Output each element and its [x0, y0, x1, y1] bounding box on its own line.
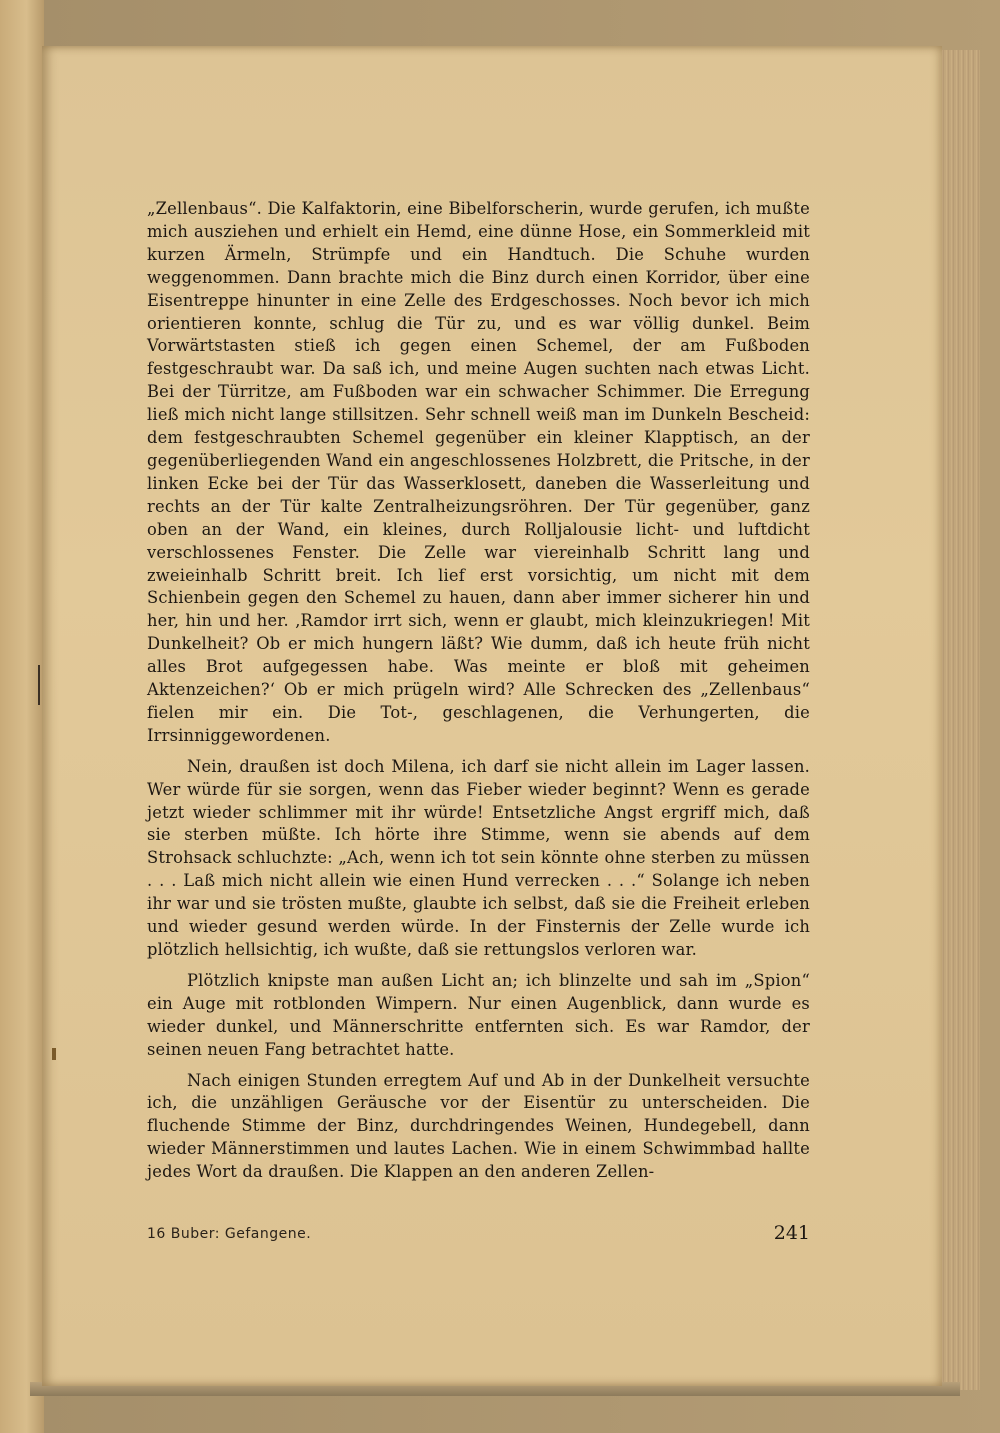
page-number: 241	[773, 1222, 810, 1244]
margin-mark	[52, 1048, 56, 1060]
margin-mark	[38, 665, 40, 705]
page-footer	[147, 1222, 810, 1246]
paragraph: Nein, draußen ist doch Milena, ich darf sie nicht allein im Lager lassen. Wer würde für sie sorgen, wenn das Fieber wieder beginnt? Wenn es gerade jetzt wieder schlimmer mit ihr würde! Entsetzliche Angst ergriff mich, daß sie sterben müßte. Ich hörte ihre Stimme, wenn sie abends auf dem Strohsack schluchzte: „Ach, wenn ich tot sein könnte ohne sterben zu müssen . . . Laß mich nicht allein wie einen Hund verrecken . . .“ Solange ich neben ihr war und sie trösten mußte, glaubte ich selbst, daß sie die Freiheit erleben und wieder gesund werden würde. In der Finsternis der Zelle wurde ich plötzlich hellsichtig, ich wußte, daß sie rettungslos verloren war.	[147, 756, 810, 959]
printer-signature: 16 Buber: Gefangene.	[147, 1226, 312, 1242]
paragraph: Nach einigen Stunden erregtem Auf und Ab in der Dunkelheit versuchte ich, die unzähligen Geräusche vor der Eisentür zu unterscheiden. Die fluchende Stimme der Binz, durchdringendes Weinen, Hundegebell, dann wieder Männerstimmen und lautes Lachen. Wie in einem Schwimmbad hallte jedes Wort da draußen. Die Klappen an den anderen Zellen-	[147, 1070, 810, 1182]
body-text	[147, 198, 810, 1184]
left-page-edge	[0, 0, 44, 1433]
paragraph: Plötzlich knipste man außen Licht an; ich blinzelte und sah im „Spion“ ein Auge mit rotblonden Wimpern. Nur einen Augenblick, dann wurde es wieder dunkel, und Männerschritte entfernten sich. Es war Ramdor, der seinen neuen Fang betrachtet hatte.	[147, 970, 810, 1059]
page-stack-edge	[940, 50, 980, 1390]
paragraph: „Zellenbaus“. Die Kalfaktorin, eine Bibelforscherin, wurde gerufen, ich mußte mich ausziehen und erhielt ein Hemd, eine dünne Hose, ein Sommerkleid mit kurzen Ärmeln, Strümpfe und ein Handtuch. Die Schuhe wurden weggenommen. Dann brachte mich die Binz durch einen Korridor, über eine Eisentreppe hinunter in eine Zelle des Erdgeschosses. Noch bevor ich mich orientieren konnte, schlug die Tür zu, und es war völlig dunkel. Beim Vorwärtstasten stieß ich gegen einen Schemel, der am Fußboden festgeschraubt war. Da saß ich, und meine Augen suchten nach etwas Licht. Bei der Türritze, am Fußboden war ein schwacher Schimmer. Die Erregung ließ mich nicht lange stillsitzen. Sehr schnell weiß man im Dunkeln Bescheid: dem festgeschraubten Schemel gegenüber ein kleiner Klapptisch, an der gegenüberliegenden Wand ein angeschlossenes Holzbrett, die Pritsche, in der linken Ecke bei der Tür das Wasserklosett, daneben die Wasserleitung und rechts an der Tür kalte Zentralheizungsröhren. Der Tür gegenüber, ganz oben an der Wand, ein kleines, durch Rolljalousie licht- und luftdicht verschlossenes Fenster. Die Zelle war viereinhalb Schritt lang und zweieinhalb Schritt breit. Ich lief erst vorsichtig, um nicht mit dem Schienbein gegen den Schemel zu hauen, dann aber immer sicherer hin und her, hin und her. ‚Ramdor irrt sich, wenn er glaubt, mich kleinzukriegen! Mit Dunkelheit? Ob er mich hungern läßt? Wie dumm, daß ich heute früh nicht alles Brot aufgegessen habe. Was meinte er bloß mit geheimen Aktenzeichen?‘ Ob er mich prügeln wird? Alle Schrecken des „Zellenbaus“ fielen mir ein. Die Tot-, geschlagenen, die Verhungerten, die Irrsinniggewordenen.	[147, 199, 810, 745]
